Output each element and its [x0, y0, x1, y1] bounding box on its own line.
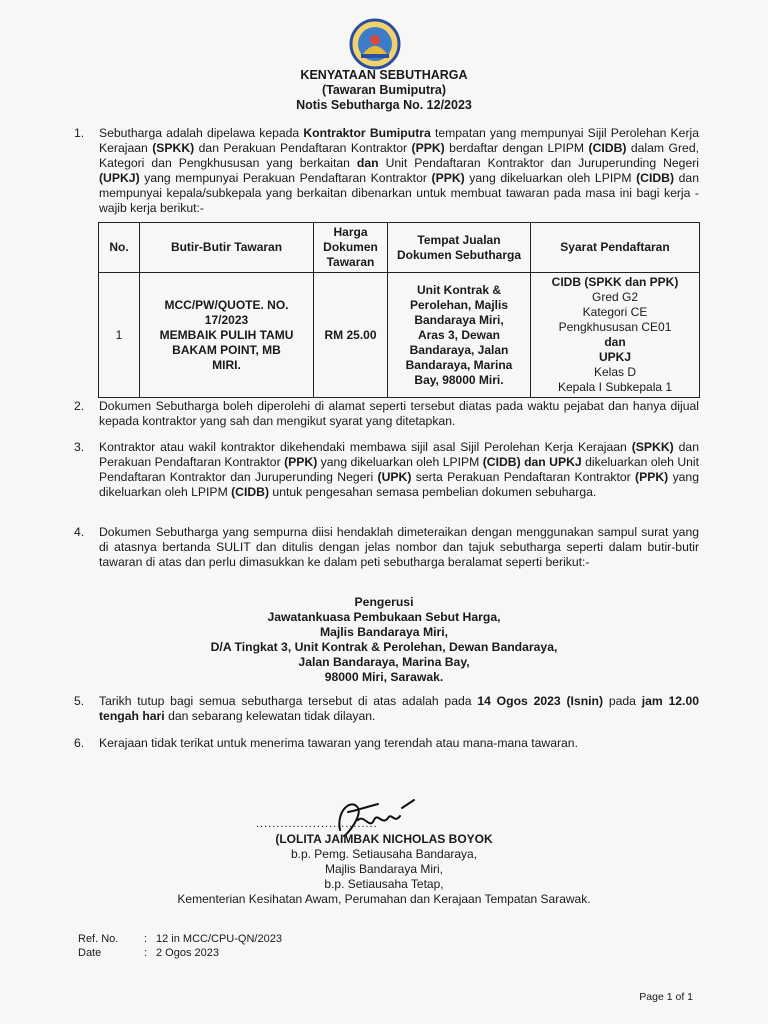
row-number: 1 [99, 273, 140, 398]
table-header: Harga Dokumen Tawaran [314, 223, 388, 273]
notice-number: Notis Sebutharga No. 12/2023 [296, 98, 472, 112]
location-line: Bandaraya Miri, [414, 312, 504, 327]
item-text: Dokumen Sebutharga yang sempurna diisi hendaklah dimeteraikan dengan menggunakan sampul surat yang di atasnya bertanda SULIT dan ditulis dengan jelas nombor dan tajuk sebutharga seperti dalam butir-butir tawaran di atas dan perlu dimasukkan ke dalam peti sebutharga beralamat seperti berikut:- [99, 525, 699, 569]
signer-line: Kementerian Kesihatan Awam, Perumahan dan Kerajaan Tempatan Sarawak. [177, 892, 591, 906]
date-label: Date [78, 947, 102, 959]
signer-line: b.p. Setiausaha Tetap, [324, 877, 444, 891]
description-line: 17/2023 [204, 312, 249, 327]
requirement-line: Kategori CE [582, 305, 648, 319]
item-number: 5. [74, 694, 85, 708]
location-line: Bay, 98000 Miri. [414, 372, 504, 387]
table-row [99, 273, 700, 398]
location-line: Unit Kontrak & [417, 282, 501, 297]
table-header: Tempat Jualan Dokumen Sebutharga [388, 223, 531, 273]
address-line: Majlis Bandaraya Miri, [319, 625, 449, 639]
item-text: Kerajaan tidak terikat untuk menerima tawaran yang terendah atau mana-mana tawaran. [99, 736, 578, 750]
location-line: Bandaraya, Marina [405, 357, 513, 372]
address-line: D/A Tingkat 3, Unit Kontrak & Perolehan, Dewan Bandaraya, [210, 640, 558, 654]
item-number: 6. [74, 736, 85, 750]
document-subtitle: (Tawaran Bumiputra) [321, 83, 447, 97]
address-line: Pengerusi [354, 595, 414, 609]
signature-line: .............................. [256, 818, 378, 830]
requirement-line: dan [604, 335, 626, 349]
location-line: Aras 3, Dewan [417, 327, 501, 342]
requirement-line: Kelas D [593, 365, 637, 379]
sales-location [388, 273, 531, 398]
signer-line: b.p. Pemg. Setiausaha Bandaraya, [290, 847, 478, 861]
requirement-line: Pengkhususan CE01 [558, 320, 672, 334]
item-text: Dokumen Sebutharga boleh diperolehi di alamat seperti tersebut diatas pada waktu pejabat dan hanya dijual kepada kontraktor yang sah dan mengikut syarat yang ditetapkan. [99, 399, 699, 428]
signer-line: Majlis Bandaraya Miri, [324, 862, 444, 876]
ref-label: Ref. No. [78, 933, 119, 945]
address-line: Jawatankuasa Pembukaan Sebut Harga, [267, 610, 501, 624]
table-header: Butir-Butir Tawaran [140, 223, 314, 273]
date-value: 2 Ogos 2023 [156, 947, 219, 959]
description-line: MCC/PW/QUOTE. NO. [164, 297, 289, 312]
requirement-line: Kepala I Subkepala 1 [557, 380, 673, 394]
signer-block [0, 832, 768, 907]
description-line: BAKAM POINT, MB [172, 342, 281, 357]
submission-address [0, 595, 768, 685]
requirement-line: UPKJ [598, 350, 631, 364]
item-number: 3. [74, 440, 85, 454]
tender-table [98, 222, 700, 398]
item-text: Kontraktor atau wakil kontraktor dikehendaki membawa sijil asal Sijil Perolehan Kerja Kerajaan (SPKK) dan Perakuan Pendaftaran Kontraktor (PPK) yang dikeluarkan oleh LPIPM (CIDB) dan UPKJ dikeluarkan oleh Unit Pendaftaran Kontraktor dan Juruperunding Negeri (UPK) serta Perakuan Pendaftaran Kontraktor (PPK) yang dikeluarkan oleh LPIPM (CIDB) untuk pengesahan semasa pembelian dokumen sebuharga. [99, 440, 699, 499]
table-header: Syarat Pendaftaran [531, 223, 700, 273]
requirement-line: CIDB (SPKK dan PPK) [551, 275, 679, 289]
item-text: Sebutharga adalah dipelawa kepada Kontraktor Bumiputra tempatan yang mempunyai Sijil Perolehan Kerja Kerajaan (SPKK) dan Perakuan Pendaftaran Kontraktor (PPK) berdaftar dengan LPIPM (CIDB) dalam Gred, Kategori dan Pengkhususan yang berkaitan dan Unit Pendaftaran Kontraktor dan Juruperunding Negeri (UPKJ) yang mempunyai Perakuan Pendaftaran Kontraktor (PPK) yang dikeluarkan oleh LPIPM (CIDB) dan mempunyai kepala/subkepala yang berkaitan dibenarkan untuk membuat tawaran pada masa ini bagi kerja - wajib kerja berikut:- [99, 126, 700, 215]
crest-logo-icon [349, 18, 401, 70]
registration-requirements [531, 273, 700, 398]
item-text: Tarikh tutup bagi semua sebutharga tersebut di atas adalah pada 14 Ogos 2023 (Isnin) pada jam 12.00 tengah hari dan sebarang kelewatan tidak dilayan. [99, 694, 699, 723]
description-line: MEMBAIK PULIH TAMU [159, 327, 294, 342]
item-number: 2. [74, 399, 85, 413]
signer-name: (LOLITA JAIMBAK NICHOLAS BOYOK [275, 832, 493, 846]
table-header: No. [99, 223, 140, 273]
item-number: 1. [74, 126, 85, 140]
location-line: Perolehan, Majlis [409, 297, 509, 312]
requirement-line: Gred G2 [591, 290, 639, 304]
document-heading [0, 68, 768, 113]
description-line: MIRI. [212, 357, 241, 372]
item-number: 4. [74, 525, 85, 539]
document-title: KENYATAAN SEBUTHARGA [300, 68, 468, 82]
ref-value: 12 in MCC/CPU-QN/2023 [156, 933, 282, 945]
tender-description [140, 273, 314, 398]
location-line: Bandaraya, Jalan [409, 342, 509, 357]
address-line: Jalan Bandaraya, Marina Bay, [298, 655, 470, 669]
table-header-row [99, 223, 700, 273]
page-number: Page 1 of 1 [639, 991, 693, 1003]
document-price: RM 25.00 [314, 273, 388, 398]
reference-block: Ref. No. : 12 in MCC/CPU-QN/2023 Date : 2 Ogos 2023 [78, 933, 282, 959]
address-line: 98000 Miri, Sarawak. [324, 670, 444, 684]
